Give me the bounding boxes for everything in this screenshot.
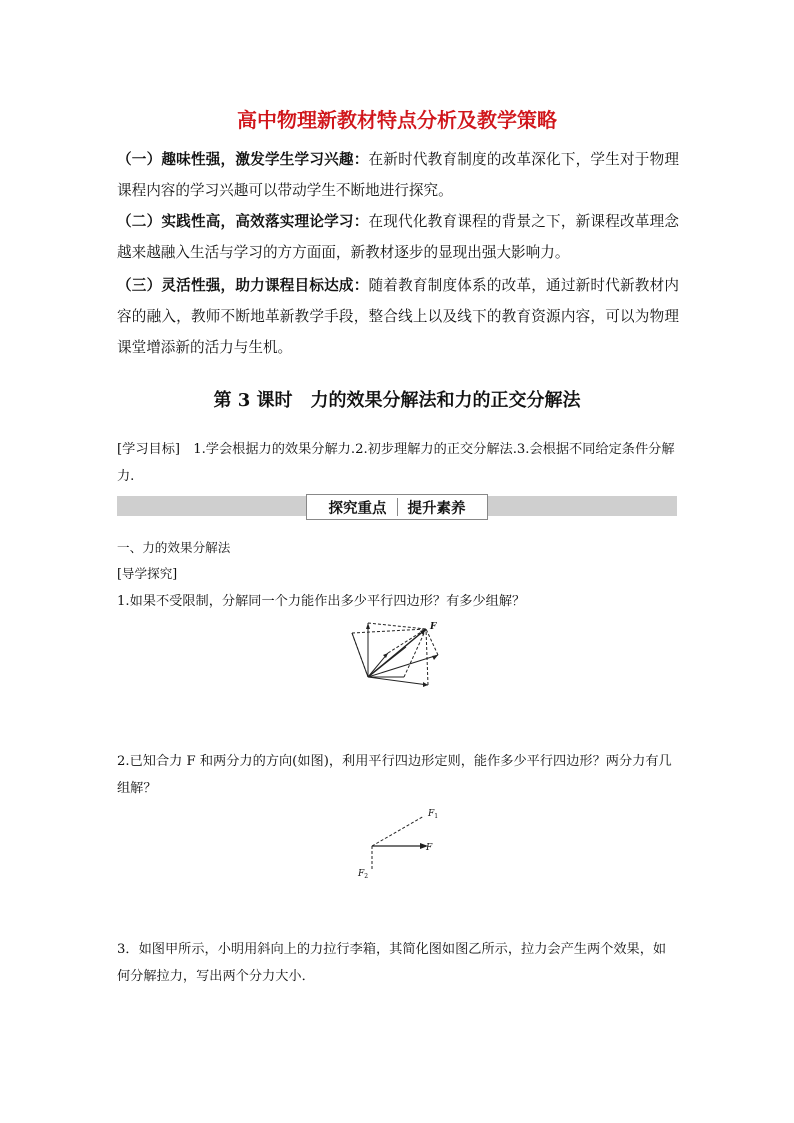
figure-2-label-F: F <box>426 843 433 853</box>
section-3-body: 随着教育制度体系的改革，通过新时代新教材内容的融入，教师不断地革新教学手段，整合线上以及线下的教育资源内容，可以为物理课堂增添新的活力与生机。 <box>117 277 679 356</box>
figure-1-label-F: F <box>430 622 437 632</box>
question-3: 3．如图甲所示，小明用斜向上的力拉行李箱，其简化图如图乙所示，拉力会产生两个效果，如何分解拉力，写出两个分力大小． <box>117 942 667 984</box>
section-2-body: 在现代化教育课程的背景之下，新课程改革理念越来越融入生活与学习的方方面面，新教材逐步的显现出强大影响力。 <box>117 213 679 261</box>
subheading: [导学探究] <box>117 566 178 581</box>
banner-box <box>306 494 488 520</box>
section-2-lead: （二）实践性高，高效落实理论学习： <box>117 213 369 230</box>
section-3 <box>117 270 679 363</box>
header-title: 高中物理新教材特点分析及教学策略 <box>237 108 557 132</box>
section-heading: 一、力的效果分解法 <box>117 540 231 555</box>
question-2: 2.已知合力 F 和两分力的方向(如图)，利用平行四边形定则，能作多少平行四边形？两分力有几组解？ <box>117 754 672 796</box>
question-1: 1.如果不受限制，分解同一个力能作出多少平行四边形？有多少组解？ <box>117 594 526 609</box>
section-1-lead: （一）趣味性强，激发学生学习兴趣： <box>117 151 369 168</box>
section-1 <box>117 144 679 206</box>
figure-2-force-directions <box>354 804 444 886</box>
figure-1-force-parallelograms <box>346 615 456 695</box>
section-2 <box>117 206 679 268</box>
section-3-lead: （三）灵活性强，助力课程目标达成： <box>117 277 369 294</box>
figure-2-label-F2: $F_2$ <box>358 869 369 880</box>
section-1-body: 在新时代教育制度的改革深化下，学生对于物理课程内容的学习兴趣可以带动学生不断地进行探究。 <box>117 151 679 199</box>
figure-2-label-F1: $F_1$ <box>428 809 439 820</box>
learning-goals: [学习目标] 1.学会根据力的效果分解力.2.初步理解力的正交分解法.3.会根据不同给定条件分解力. <box>117 442 675 484</box>
banner-left: 探究重点 <box>328 500 387 517</box>
banner-divider <box>397 498 398 516</box>
lesson-title: 第 3 课时 力的效果分解法和力的正交分解法 <box>213 390 581 411</box>
banner-right: 提升素养 <box>407 500 466 517</box>
